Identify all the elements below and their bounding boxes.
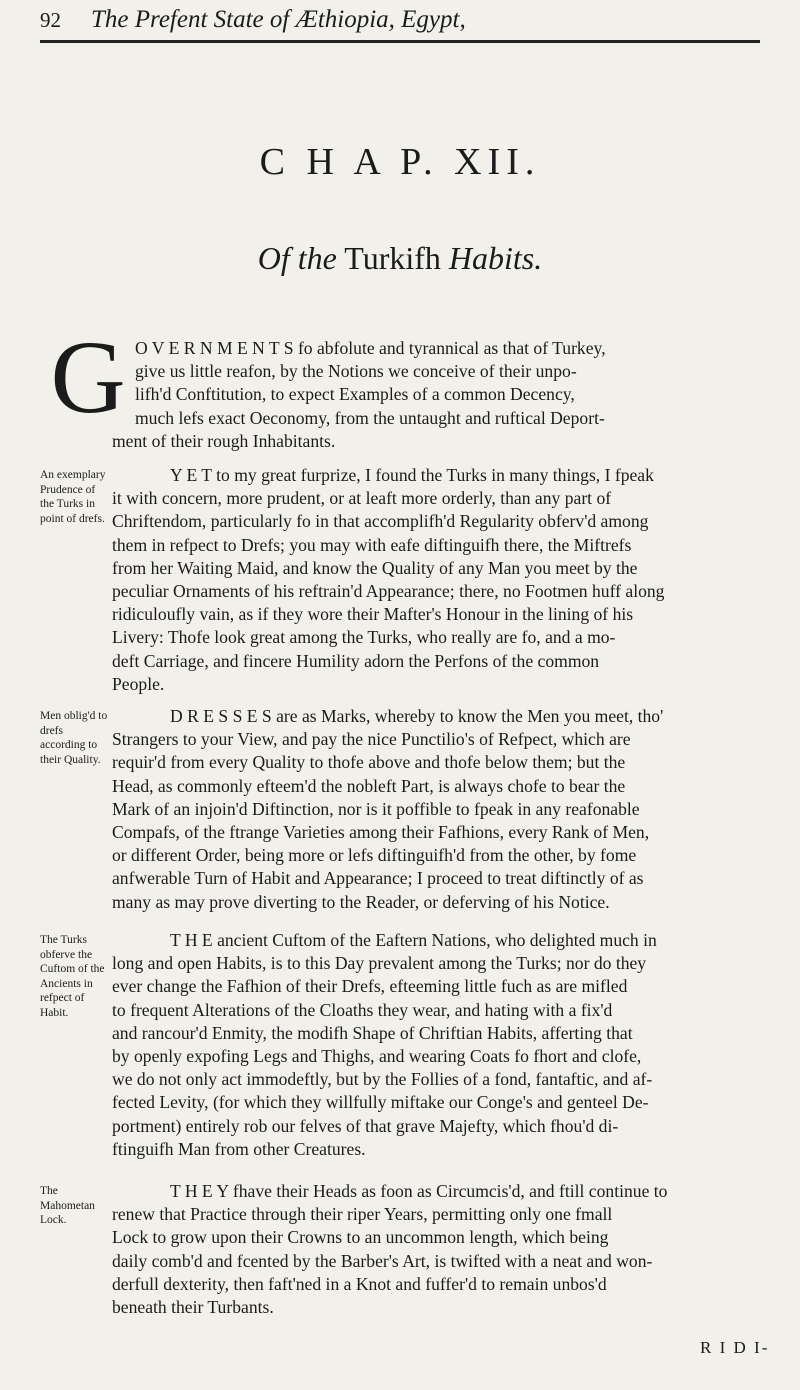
text-line: ftinguifh Man from other Creatures. [112,1138,366,1159]
text-line: daily comb'd and fcented by the Barber's Art, is twifted with a neat and won- [112,1250,653,1271]
margin-note: The Turks obferve the Cuftom of the Ancients in refpect of Habit. [40,934,105,1019]
text-line: T H E Y fhave their Heads as foon as Circumcis'd, and ftill continue to [170,1181,668,1201]
running-header [40,6,760,43]
text-line: beneath their Turbants. [112,1296,274,1317]
text-line: ment of their rough Inhabitants. [112,431,336,451]
subtitle-suffix: Habits. [448,240,543,276]
paragraph-2 [112,464,664,696]
text-line: fected Levity, (for which they willfully miftake our Conge's and genteel De- [112,1092,649,1113]
text-line: requir'd from every Quality to thofe above and thofe below them; but the [112,752,626,773]
text-line: it with concern, more prudent, or at leaft more orderly, than any part of [112,488,612,509]
subtitle-word: Turkifh [344,240,441,276]
text-line: Mark of an injoin'd Diftinction, nor is it poffible to fpeak in any reafonable [112,798,640,819]
text-line: Head, as commonly efteem'd the nobleft Part, is always chofe to bear the [112,775,626,796]
text-line: Lock to grow upon their Crowns to an uncommon length, which being [112,1227,609,1248]
text-line: anfwerable Turn of Habit and Appearance; I proceed to treat diftinctly of as [112,868,644,889]
text-line: or different Order, being more or lefs diftinguifh'd from the other, by fome [112,845,637,866]
text-line: derfull dexterity, then faft'ned in a Knot and fuffer'd to remain unbos'd [112,1273,607,1294]
paragraph-1-lead [135,337,606,430]
paragraph-1-tail [112,430,335,453]
text-line: peculiar Ornaments of his reftrain'd Appearance; there, no Footmen huff along [112,580,665,601]
text-line: portment) entirely rob our felves of that grave Majefty, which fhou'd di- [112,1115,619,1136]
text-line: lifh'd Conftitution, to expect Examples of a common Decency, [135,384,575,405]
running-title: The Prefent State of Æthiopia, Egypt, [91,6,466,33]
margin-note: The Mahometan Lock. [40,1185,95,1226]
text-line: O V E R N M E N T S fo abfolute and tyrannical as that of Turkey, [135,338,606,358]
chapter-heading: C H A P. XII. [259,141,541,183]
text-line: to frequent Alterations of the Cloaths they wear, and hating with a fix'd [112,999,613,1020]
text-line: Livery: Thofe look great among the Turks, who really are fo, and a mo- [112,627,616,648]
paragraph-5 [112,1180,667,1319]
page-number: 92 [40,8,61,32]
text-line: long and open Habits, is to this Day prevalent among the Turks; nor do they [112,953,647,974]
chapter-subtitle [0,240,800,277]
text-line: give us little reafon, by the Notions we conceive of their unpo- [135,361,577,382]
drop-cap: G [50,320,126,435]
text-line: Y E T to my great furprize, I found the Turks in many things, I fpeak [170,465,654,485]
text-line: much lefs exact Oeconomy, from the untaught and ruftical Deport- [135,407,605,428]
paragraph-3 [112,705,663,914]
subtitle-prefix: Of the [257,240,337,276]
text-line: renew that Practice through their riper Years, permitting only one fmall [112,1204,613,1225]
text-line: Chriftendom, particularly fo in that accomplifh'd Regularity obferv'd among [112,511,649,532]
text-line: ridiculoufly vain, as if they wore their Mafter's Honour in the lining of his [112,604,634,625]
text-line: deft Carriage, and fincere Humility adorn the Perfons of the common [112,650,600,671]
text-line: T H E ancient Cuftom of the Eaftern Nations, who delighted much in [170,930,657,950]
text-line: Strangers to your View, and pay the nice Punctilio's of Refpect, which are [112,729,631,750]
catchword: R I D I- [700,1338,770,1357]
margin-note: An exemplary Prudence of the Turks in point of drefs. [40,469,106,525]
text-line: we do not only act immodeftly, but by the Follies of a fond, fantaftic, and af- [112,1069,653,1090]
text-line: People. [112,673,165,694]
text-line: ever change the Fafhion of their Drefs, efteeming little fuch as are mifled [112,976,628,997]
margin-note: Men oblig'd to drefs according to their Quality. [40,710,108,766]
text-line: them in refpect to Drefs; you may with eafe diftinguifh there, the Miftrefs [112,534,632,555]
text-line: many as may prove diverting to the Reader, or deferving of his Notice. [112,891,610,912]
text-line: and rancour'd Enmity, the modifh Shape of Chriftian Habits, afferting that [112,1022,633,1043]
text-line: Compafs, of the ftrange Varieties among their Fafhions, every Rank of Men, [112,821,650,842]
text-line: by openly expofing Legs and Thighs, and wearing Coats fo fhort and clofe, [112,1045,642,1066]
text-line: from her Waiting Maid, and know the Quality of any Man you meet by the [112,557,638,578]
text-line: D R E S S E S are as Marks, whereby to know the Men you meet, tho' [170,706,664,726]
paragraph-4 [112,929,657,1161]
